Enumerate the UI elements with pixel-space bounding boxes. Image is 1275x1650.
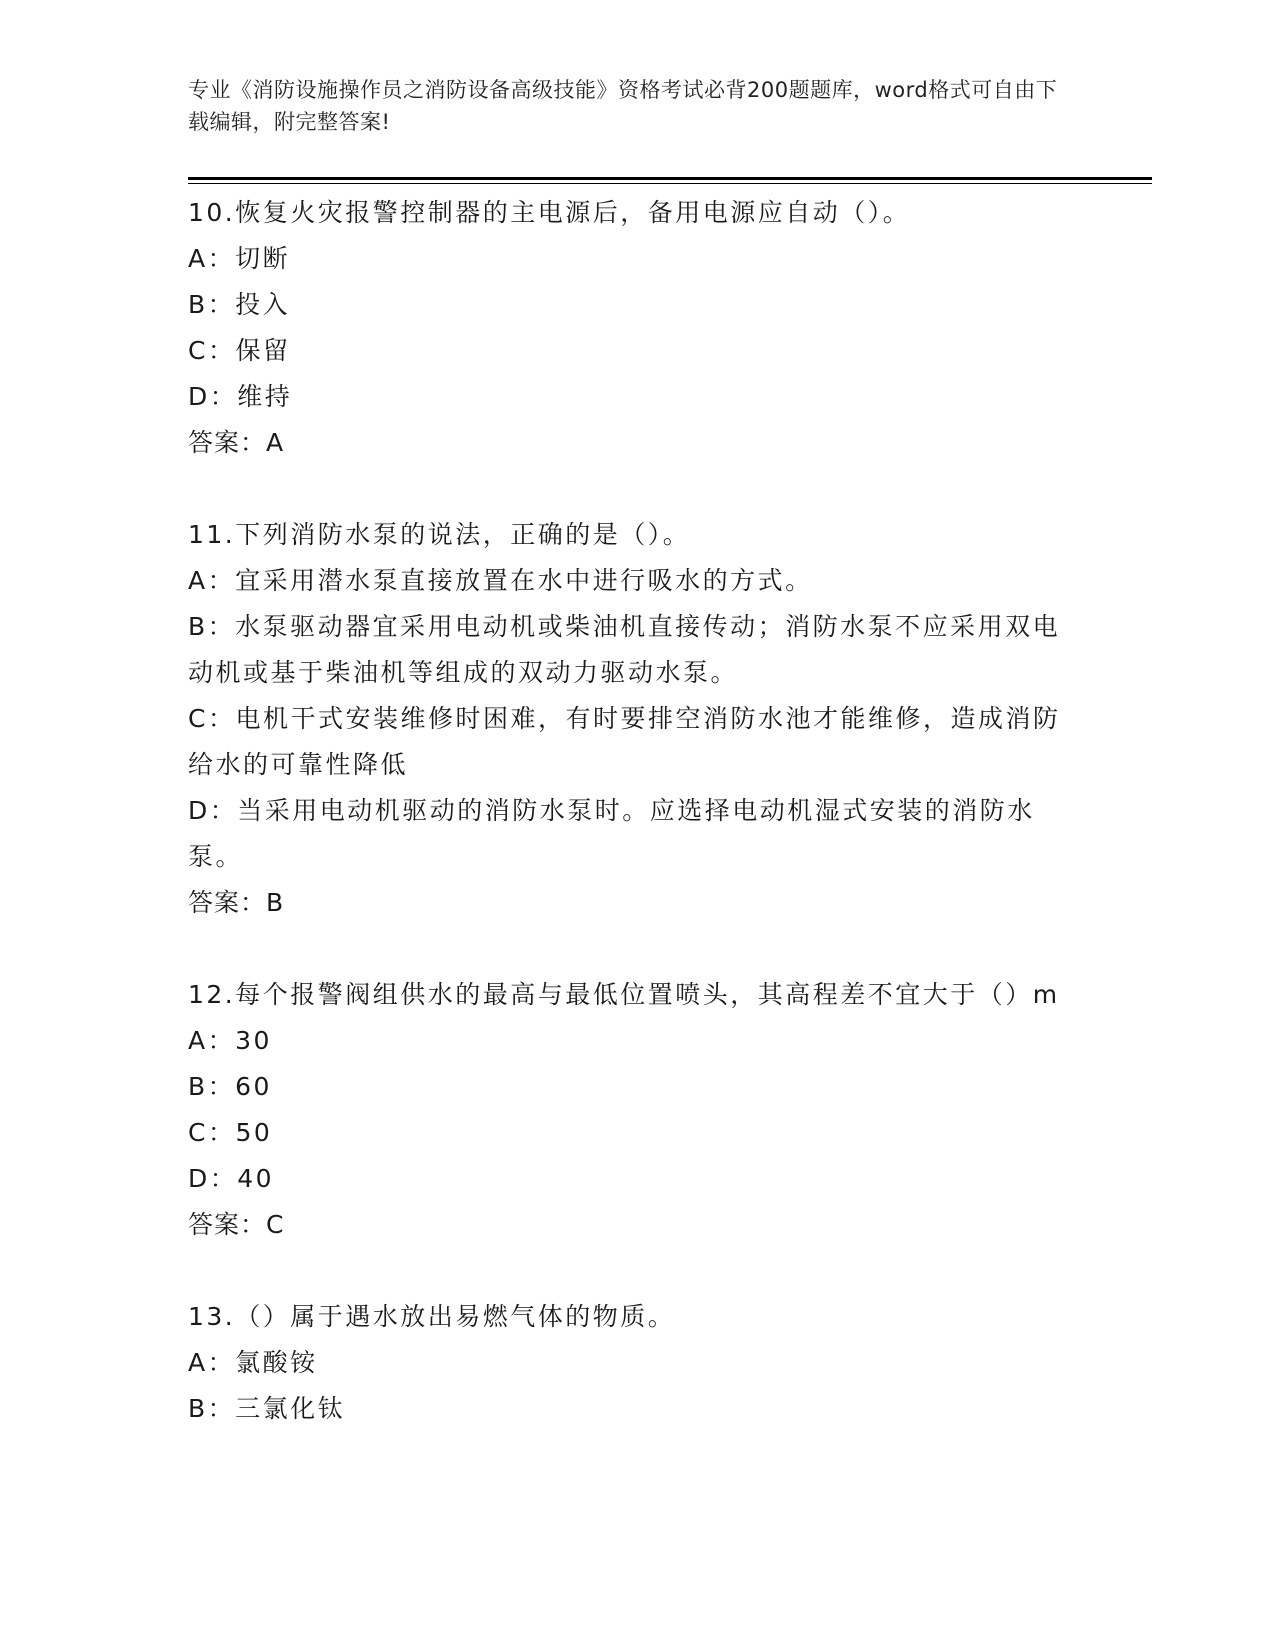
question-stem: 10.恢复火灾报警控制器的主电源后，备用电源应自动（）。 [188,198,911,227]
option-b: B：水泵驱动器宜采用电动机或柴油机直接传动；消防水泵不应采用双电动机或基于柴油机等组成的双动力驱动水泵。 [188,612,1061,687]
question-spacer [188,926,1078,972]
question-13 [188,1294,1078,1432]
option-c: C：50 [188,1118,273,1147]
header-rule-thin [188,183,1152,184]
answer-label: 答案：C [188,1210,285,1239]
question-list [188,190,1078,1432]
option-c: C：电机干式安装维修时困难，有时要排空消防水池才能维修，造成消防给水的可靠性降低 [188,704,1061,779]
option-a: A：宜采用潜水泵直接放置在水中进行吸水的方式。 [188,566,813,595]
document-header: 专业《消防设施操作员之消防设备高级技能》资格考试必背200题题库，word格式可自由下载编辑，附完整答案! [188,78,1058,134]
header-rule-thick [188,177,1152,180]
option-b: B：60 [188,1072,272,1101]
option-a: A：30 [188,1026,272,1055]
option-d: D：当采用电动机驱动的消防水泵时。应选择电动机湿式安装的消防水泵。 [188,796,1035,871]
question-stem: 11.下列消防水泵的说法，正确的是（）。 [188,520,691,549]
option-d: D：维持 [188,382,293,411]
option-a: A：氯酸铵 [188,1348,318,1377]
question-12 [188,972,1078,1248]
question-11 [188,512,1078,926]
option-b: B：三氯化钛 [188,1394,346,1423]
option-c: C：保留 [188,336,291,365]
question-spacer [188,466,1078,512]
answer-label: 答案：A [188,428,285,457]
question-stem: 13.（）属于遇水放出易燃气体的物质。 [188,1302,676,1331]
question-spacer [188,1248,1078,1294]
question-10 [188,190,1078,466]
question-stem: 12.每个报警阀组供水的最高与最低位置喷头，其高程差不宜大于（）m [188,980,1060,1009]
option-b: B：投入 [188,290,291,319]
option-d: D：40 [188,1164,275,1193]
answer-label: 答案：B [188,888,285,917]
option-a: A：切断 [188,244,291,273]
